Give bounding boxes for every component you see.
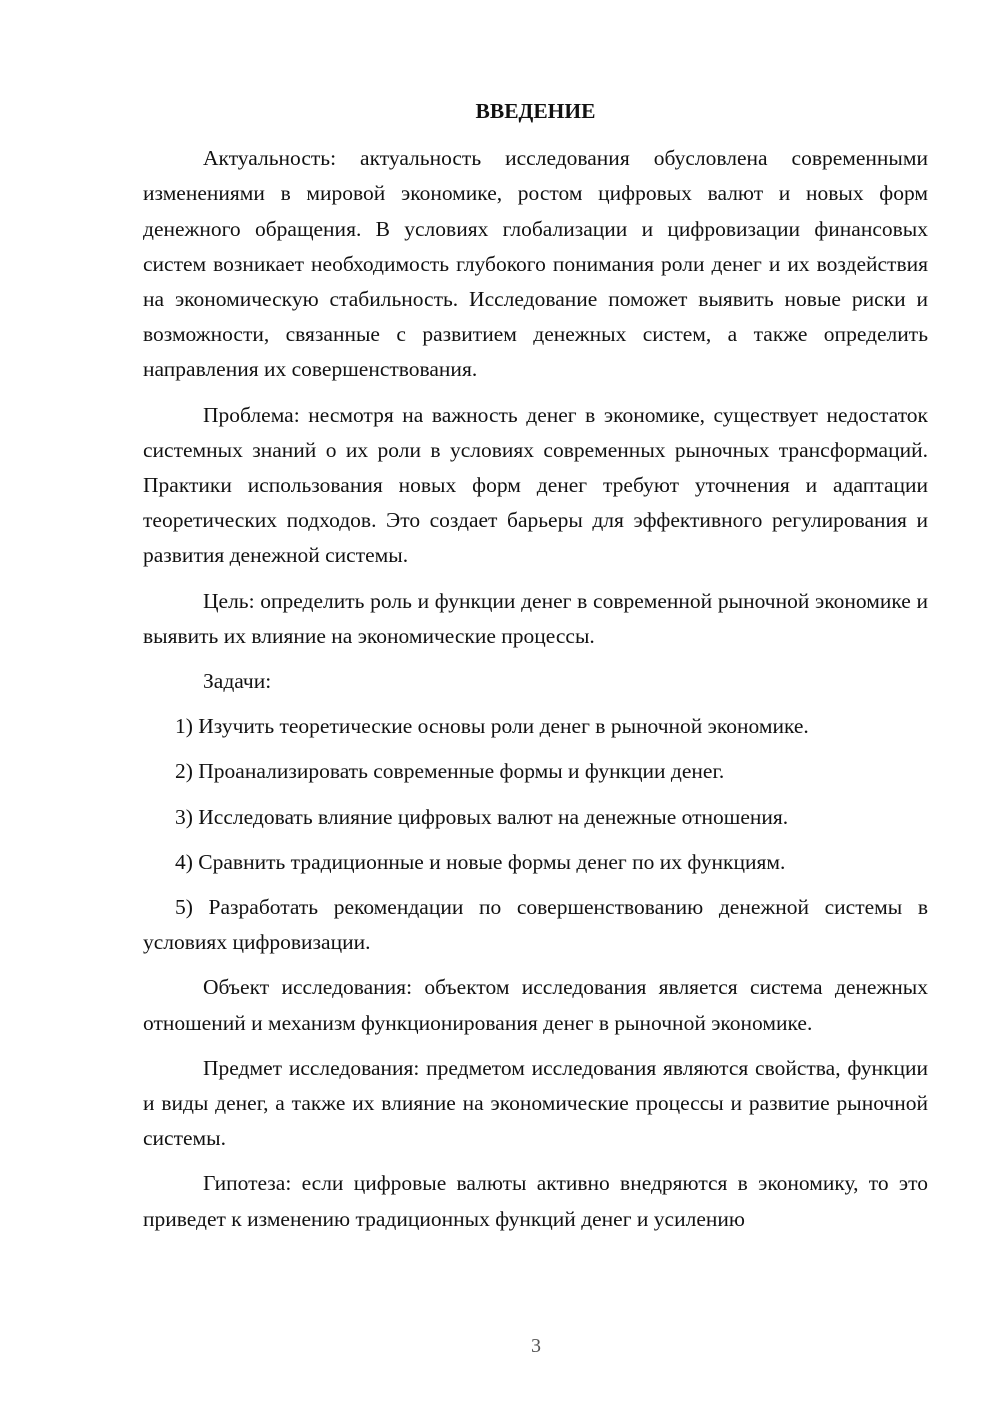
paragraph-problem: Проблема: несмотря на важность денег в экономике, существует недостаток системных знаний о их роли в условиях современных рыночных трансформаций. Практики использования новых форм денег требуют уточнения и адаптации теоретических подходов. Это создает барьеры для эффективного регулирования и развития денежной системы. — [143, 402, 928, 568]
page-content — [143, 94, 928, 1237]
task-item-4: 4) Сравнить традиционные и новые формы денег по их функциям. — [175, 849, 786, 874]
task-item-3: 3) Исследовать влияние цифровых валют на денежные отношения. — [175, 804, 789, 829]
task-item-2: 2) Проанализировать современные формы и функции денег. — [175, 759, 725, 784]
paragraph-goal: Цель: определить роль и функции денег в современной рыночной экономике и выявить их влияние на экономические процессы. — [143, 588, 928, 648]
task-item-5: 5) Разработать рекомендации по совершенствованию денежной системы в условиях цифровизации. — [143, 895, 928, 955]
paragraph-relevance: Актуальность: актуальность исследования обусловлена современными изменениями в мировой экономике, ростом цифровых валют и новых форм денежного обращения. В условиях глобализации и цифровизации финансовых систем возникает необходимость глубокого понимания роли денег и их воздействия на экономическую стабильность. Исследование поможет выявить новые риски и возможности, связанные с развитием денежных систем, а также определить направления их совершенствования. — [143, 146, 928, 382]
paragraph-subject: Предмет исследования: предметом исследования являются свойства, функции и виды денег, а также их влияние на экономические процессы и развитие рыночной системы. — [143, 1055, 928, 1151]
page-number: 3 — [531, 1335, 541, 1357]
paragraph-tasks-heading: Задачи: — [203, 669, 272, 694]
paragraph-hypothesis: Гипотеза: если цифровые валюты активно внедряются в экономику, то это приведет к изменению традиционных функций денег и усилению — [143, 1171, 928, 1231]
task-item-1: 1) Изучить теоретические основы роли денег в рыночной экономике. — [175, 714, 809, 739]
page-title: ВВЕДЕНИЕ — [475, 99, 596, 123]
paragraph-object: Объект исследования: объектом исследования является система денежных отношений и механизм функционирования денег в рыночной экономике. — [143, 975, 928, 1035]
